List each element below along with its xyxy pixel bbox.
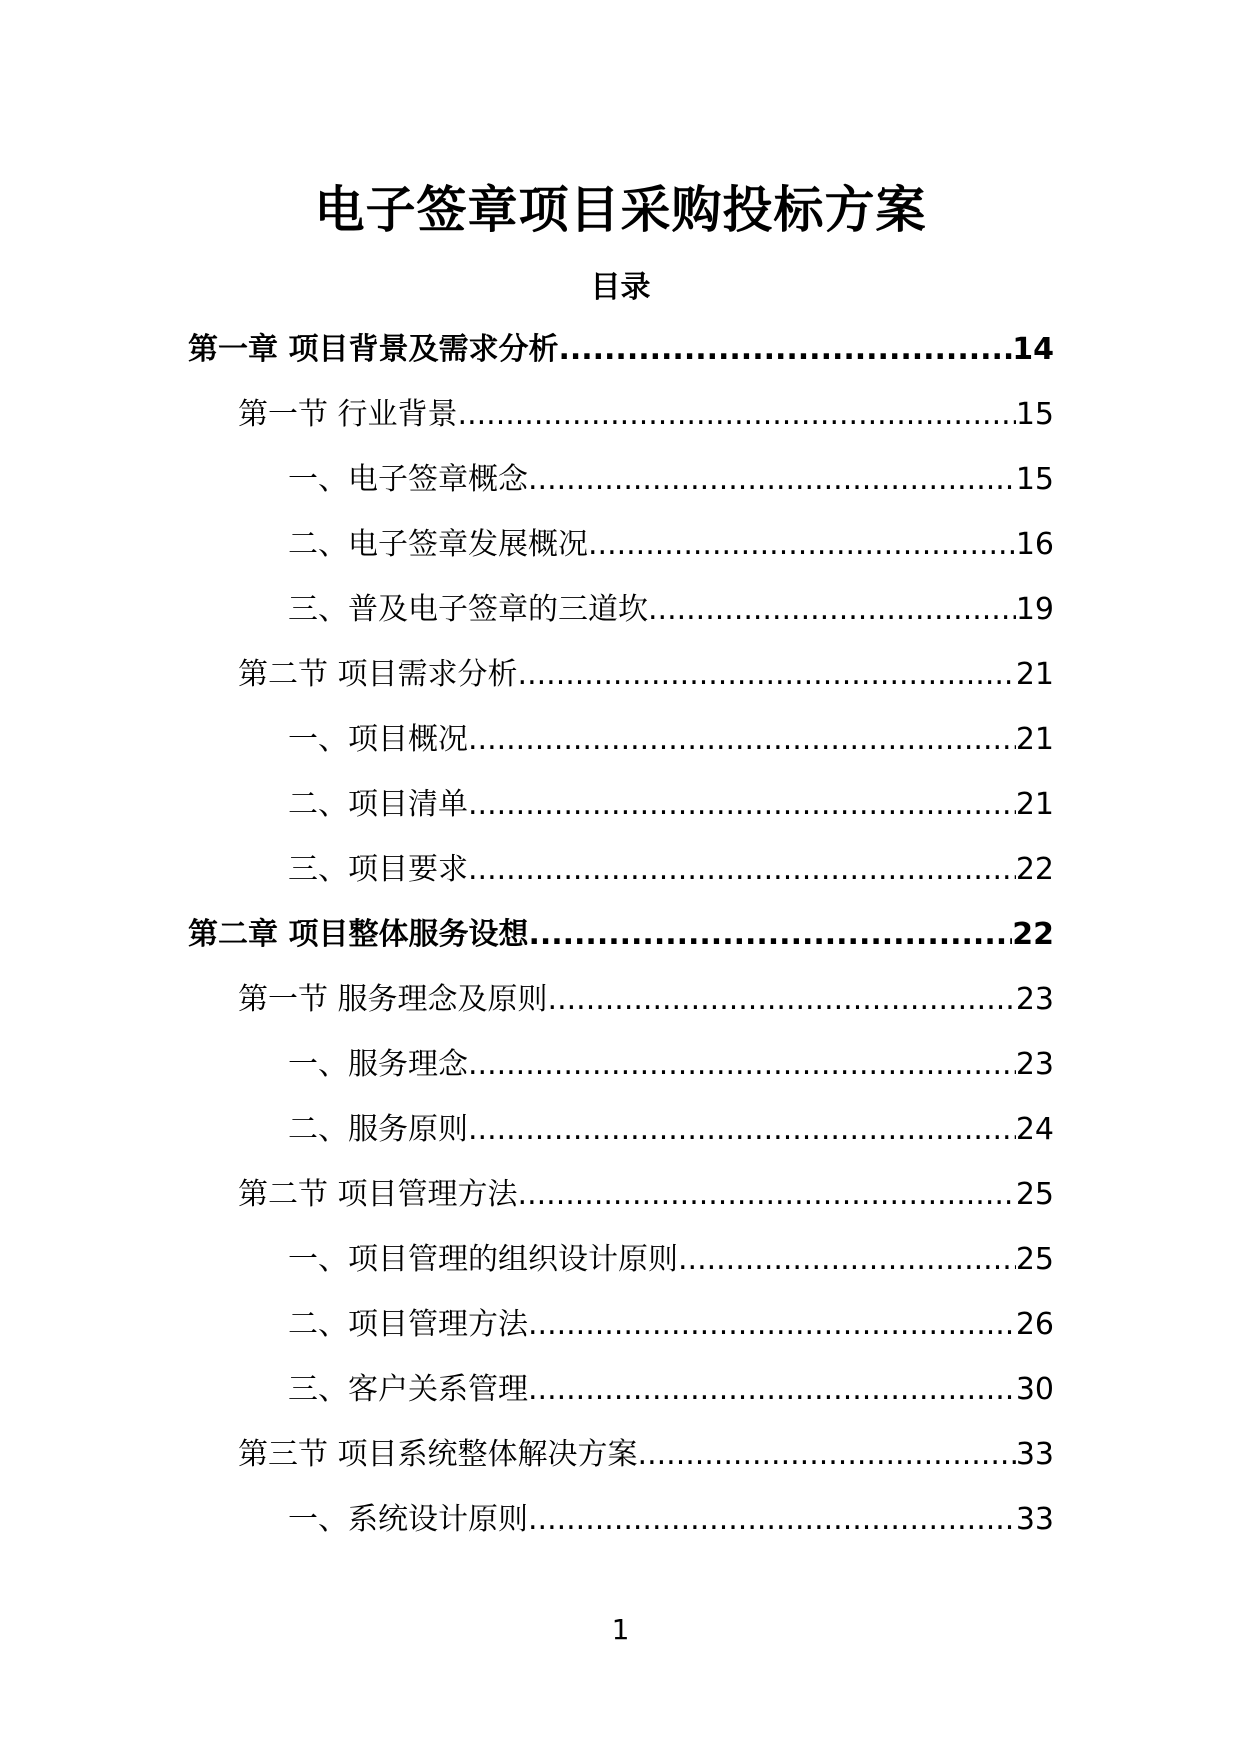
toc-entry-subsection[interactable] <box>188 1498 1054 1563</box>
toc-entry-page: 33 <box>1015 1437 1054 1472</box>
toc-entry-label: 第二节 项目管理方法 <box>238 1177 518 1212</box>
toc-leader-dots <box>648 588 1016 632</box>
toc-entry-label: 第一节 服务理念及原则 <box>238 982 548 1017</box>
toc-entry-subsection[interactable] <box>188 783 1054 848</box>
toc-entry-chapter-1[interactable] <box>188 328 1054 393</box>
toc-leader-dots <box>528 1498 1016 1542</box>
toc-entry-subsection[interactable] <box>188 1108 1054 1173</box>
toc-entry-label: 三、普及电子签章的三道坎 <box>288 592 648 627</box>
toc-entry-label: 二、项目清单 <box>288 787 468 822</box>
toc-entry-label: 第三节 项目系统整体解决方案 <box>238 1437 638 1472</box>
toc-entry-label: 二、项目管理方法 <box>288 1307 528 1342</box>
toc-leader-dots <box>518 1173 1016 1217</box>
toc-entry-label: 第二章 项目整体服务设想 <box>188 917 529 952</box>
toc-entry-label: 一、项目概况 <box>288 722 468 757</box>
toc-entry-page: 15 <box>1015 397 1054 432</box>
toc-entry-label: 一、服务理念 <box>288 1047 468 1082</box>
toc-entry-label: 一、系统设计原则 <box>288 1502 528 1537</box>
toc-entry-subsection[interactable] <box>188 848 1054 913</box>
toc-entry-subsection[interactable] <box>188 523 1054 588</box>
toc-entry-page: 22 <box>1012 917 1054 952</box>
toc-entry-subsection[interactable] <box>188 1043 1054 1108</box>
toc-entry-label: 二、服务原则 <box>288 1112 468 1147</box>
toc-entry-page: 30 <box>1015 1372 1054 1407</box>
toc-entry-subsection[interactable] <box>188 1368 1054 1433</box>
toc-entry-page: 16 <box>1015 527 1054 562</box>
toc-entry-page: 25 <box>1015 1177 1054 1212</box>
toc-entry-page: 33 <box>1015 1502 1054 1537</box>
toc-entry-page: 22 <box>1015 852 1054 887</box>
toc-leader-dots <box>528 913 1012 957</box>
toc-entry-page: 23 <box>1015 1047 1054 1082</box>
toc-entry-subsection[interactable] <box>188 718 1054 783</box>
toc-entry-section[interactable] <box>188 1173 1054 1238</box>
toc-entry-label: 三、客户关系管理 <box>288 1372 528 1407</box>
toc-leader-dots <box>548 978 1016 1022</box>
table-of-contents <box>188 328 1054 1563</box>
toc-heading: 目录 <box>590 270 651 305</box>
toc-entry-chapter-2[interactable] <box>188 913 1054 978</box>
page-number: 1 <box>611 1613 630 1646</box>
toc-entry-page: 26 <box>1015 1307 1054 1342</box>
toc-entry-subsection[interactable] <box>188 1238 1054 1303</box>
toc-entry-section[interactable] <box>188 978 1054 1043</box>
toc-entry-label: 一、电子签章概念 <box>288 462 528 497</box>
toc-entry-section[interactable] <box>188 393 1054 458</box>
toc-leader-dots <box>528 458 1016 502</box>
toc-leader-dots <box>528 1368 1016 1412</box>
toc-leader-dots <box>678 1238 1016 1282</box>
toc-entry-label: 第二节 项目需求分析 <box>238 657 518 692</box>
toc-leader-dots <box>638 1433 1016 1477</box>
toc-entry-page: 23 <box>1015 982 1054 1017</box>
toc-leader-dots <box>518 653 1016 697</box>
toc-entry-label: 第一章 项目背景及需求分析 <box>188 332 559 367</box>
toc-entry-label: 三、项目要求 <box>288 852 468 887</box>
toc-entry-subsection[interactable] <box>188 458 1054 523</box>
toc-entry-page: 15 <box>1015 462 1054 497</box>
toc-entry-page: 24 <box>1015 1112 1054 1147</box>
toc-entry-section[interactable] <box>188 653 1054 718</box>
toc-leader-dots <box>588 523 1016 567</box>
toc-entry-page: 21 <box>1015 657 1054 692</box>
toc-leader-dots <box>468 848 1016 892</box>
toc-entry-page: 14 <box>1012 332 1054 367</box>
toc-leader-dots <box>558 328 1012 372</box>
toc-entry-label: 二、电子签章发展概况 <box>288 527 588 562</box>
document-title: 电子签章项目采购投标方案 <box>314 181 927 239</box>
toc-leader-dots <box>468 1108 1016 1152</box>
toc-entry-section[interactable] <box>188 1433 1054 1498</box>
toc-entry-page: 21 <box>1015 722 1054 757</box>
toc-entry-page: 21 <box>1015 787 1054 822</box>
toc-leader-dots <box>528 1303 1016 1347</box>
toc-leader-dots <box>468 783 1016 827</box>
toc-entry-subsection[interactable] <box>188 1303 1054 1368</box>
toc-entry-label: 一、项目管理的组织设计原则 <box>288 1242 678 1277</box>
toc-leader-dots <box>468 718 1016 762</box>
toc-entry-page: 25 <box>1015 1242 1054 1277</box>
toc-entry-page: 19 <box>1015 592 1054 627</box>
toc-leader-dots <box>468 1043 1016 1087</box>
toc-entry-label: 第一节 行业背景 <box>238 397 458 432</box>
toc-leader-dots <box>458 393 1016 437</box>
toc-entry-subsection[interactable] <box>188 588 1054 653</box>
